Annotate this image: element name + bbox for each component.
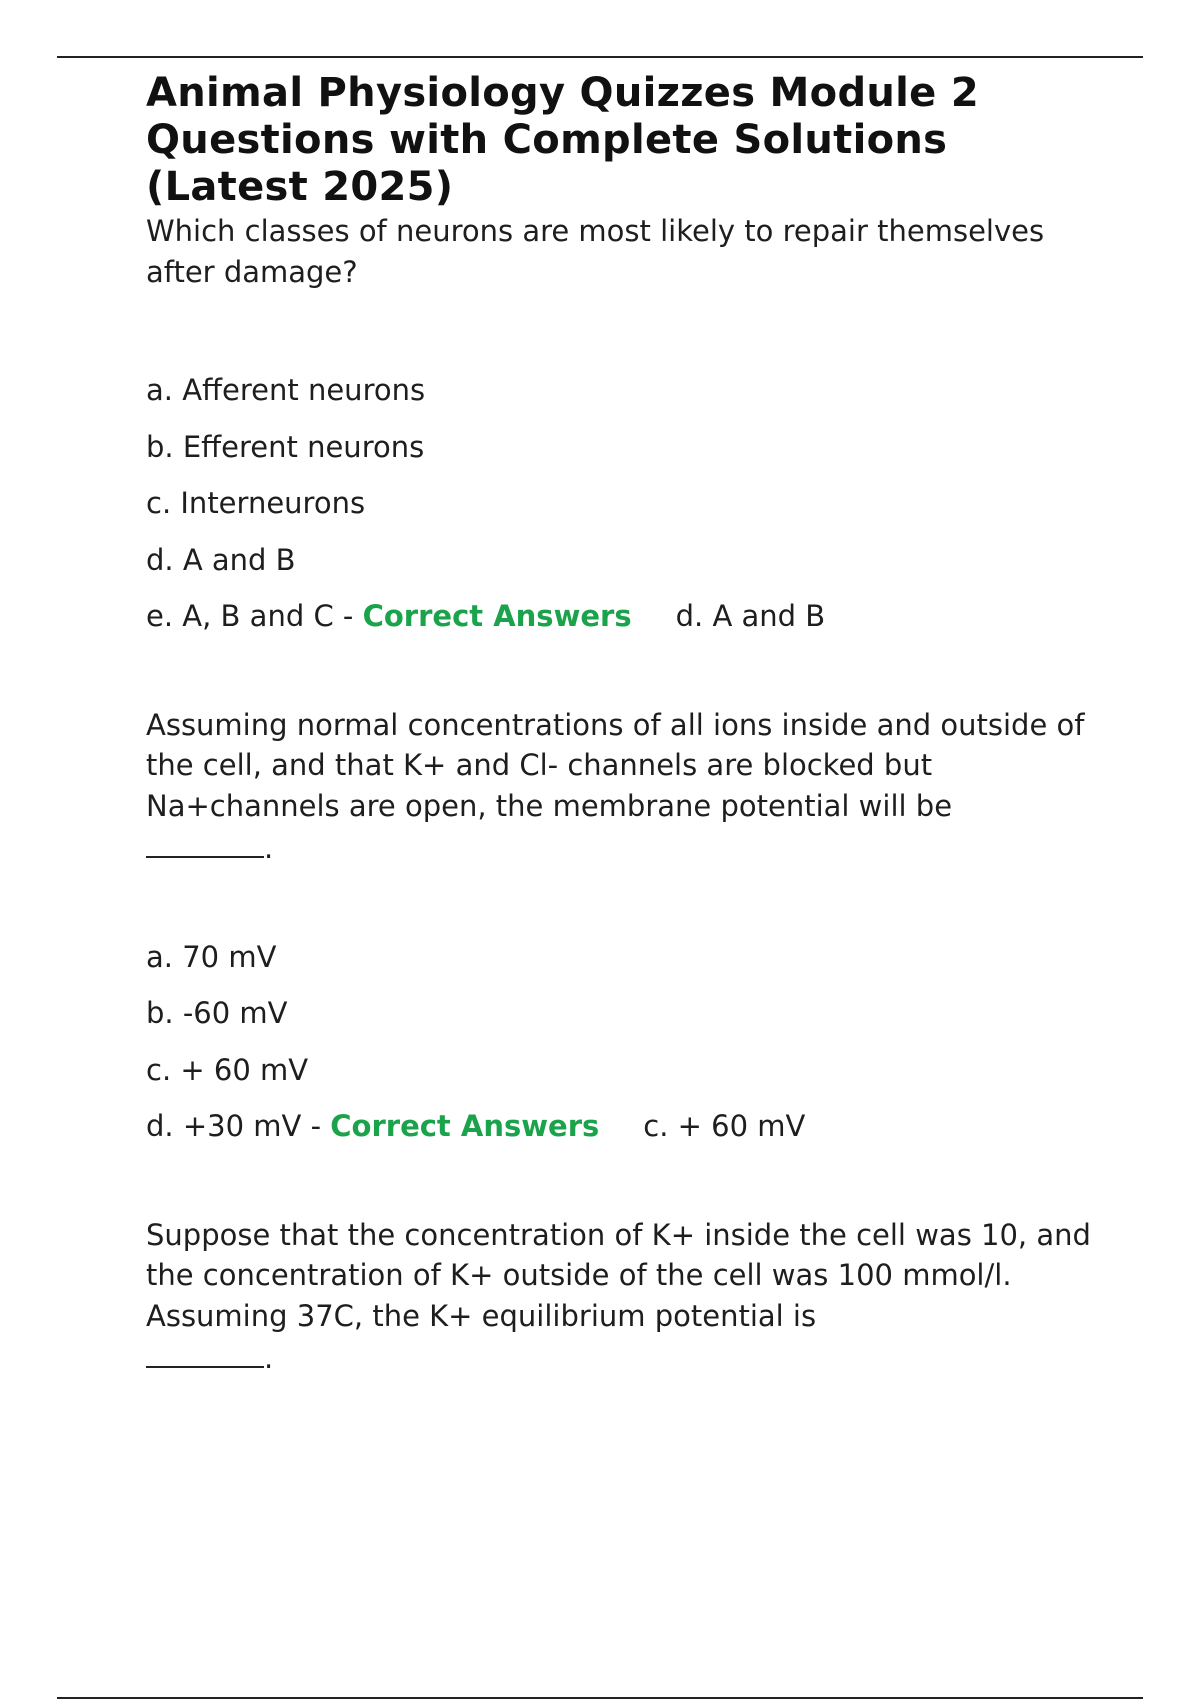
option: a. Afferent neurons (146, 373, 426, 407)
answer-blank (146, 1336, 264, 1368)
blank-suffix: . (264, 1341, 274, 1375)
correct-answers-label: Correct Answers (362, 599, 632, 633)
question-3-stem: Suppose that the concentration of K+ inside the cell was 10, and the concentration of K+ outside of the cell was 100 mmol/l. Assuming 37C, the K+ equilibrium potential is (146, 1217, 1091, 1333)
bottom-rule (57, 1697, 1143, 1699)
option: c. Interneurons (146, 486, 366, 520)
option-with-answer (146, 1098, 1106, 1155)
top-rule (57, 56, 1143, 58)
question-3-text (146, 1215, 1106, 1379)
option: a. 70 mV (146, 939, 277, 974)
option-last: d. +30 mV - (146, 1109, 331, 1143)
document-title: Animal Physiology Quizzes Module 2 Questions with Complete Solutions (Latest 2025) (146, 70, 979, 210)
question-1-options (146, 362, 1106, 645)
option: b. Efferent neurons (146, 429, 425, 464)
correct-answers-label: Correct Answers (330, 1109, 600, 1143)
question-1-text: Which classes of neurons are most likely to repair themselves after damage? (146, 214, 1045, 289)
question-2-options (146, 929, 1106, 1155)
option-last: e. A, B and C - (146, 599, 363, 633)
question-2-text (146, 705, 1106, 869)
answer-value: d. A and B (675, 599, 826, 633)
option: d. A and B (146, 542, 296, 577)
answer-value: c. + 60 mV (643, 1109, 806, 1143)
question-2-stem: Assuming normal concentrations of all ions inside and outside of the cell, and that K+ and Cl- channels are blocked but Na+channels are open, the membrane potential will be (146, 707, 1085, 823)
document-body (146, 70, 1106, 1379)
answer-blank (146, 826, 264, 858)
option: c. + 60 mV (146, 1052, 309, 1087)
option: b. -60 mV (146, 996, 288, 1030)
blank-suffix: . (264, 831, 274, 865)
option-with-answer (146, 588, 1106, 645)
